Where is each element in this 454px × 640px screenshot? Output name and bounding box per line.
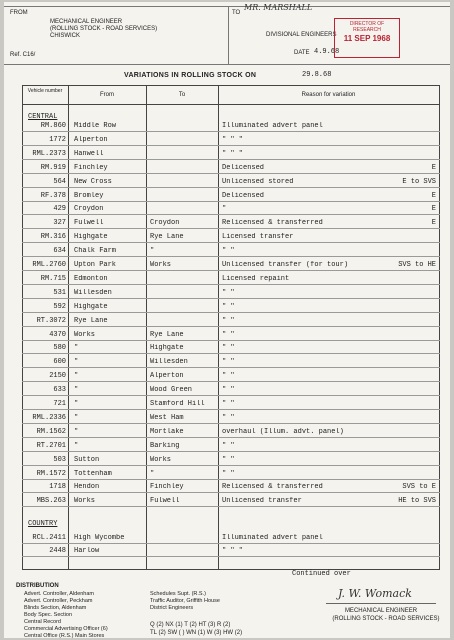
cell-num: RML.2760 (32, 261, 66, 269)
distribution-item: Advert. Controller, Peckham (24, 598, 93, 604)
cell-num: 721 (53, 400, 66, 408)
cell-extra: HE to SVS (398, 497, 436, 506)
cell-reason: " " (222, 302, 235, 311)
table-row (22, 331, 440, 341)
cell-from: Willesden (74, 288, 112, 297)
table-row (22, 122, 440, 132)
stamp-date: 11 SEP 1968 (343, 34, 391, 43)
cell-from: High Wycombe (74, 534, 125, 542)
cell-reason: Relicensed & transferred (222, 483, 323, 492)
cell-reason: overhaul (Illum. advt. panel) (222, 427, 344, 436)
cell-num: 633 (53, 386, 66, 395)
distribution-item: Blinds Section, Aldenham (24, 605, 87, 611)
cell-reason: Relicensed & transferred (222, 219, 323, 228)
distribution-item: Central Record (24, 619, 61, 625)
cell-to: Barking (150, 441, 180, 450)
cell-extra: E (431, 163, 436, 172)
cell-num: RT.2701 (36, 441, 66, 450)
cell-reason: Unlicensed stored (222, 177, 294, 186)
cell-reason: " " (222, 400, 235, 408)
date-label: DATE (294, 50, 310, 56)
table-row (22, 261, 440, 271)
cell-to: Willesden (150, 358, 188, 367)
cell-reason: Delicensed (222, 191, 265, 200)
cell-to: Works (150, 455, 172, 464)
cell-from: Works (74, 497, 96, 506)
cell-num: RM.919 (40, 163, 66, 172)
cell-reason: " " (222, 288, 235, 297)
cell-from: " (74, 400, 79, 408)
cell-reason: " " (222, 372, 235, 381)
table-row (22, 386, 440, 396)
cell-to: Alperton (150, 372, 184, 381)
cell-from: " (74, 413, 79, 422)
cell-reason: Unlicensed transfer (for tour) (222, 261, 349, 269)
cell-from: Harlow (74, 547, 100, 555)
distribution-title: DISTRIBUTION (16, 583, 59, 589)
cell-to: Finchley (150, 483, 184, 492)
cell-num: RM.1572 (36, 469, 66, 478)
section-country: COUNTRY (28, 520, 58, 528)
cell-num: RML.2336 (32, 413, 66, 422)
table-row (22, 275, 440, 285)
distribution-item: Body Spec. Section (24, 612, 73, 618)
table-row (22, 497, 440, 507)
cell-from: Works (74, 330, 96, 339)
table-row (22, 372, 440, 382)
cell-reason: " " " (222, 547, 244, 555)
cell-from: " (74, 372, 79, 381)
cell-to: Croydon (150, 219, 180, 228)
title-date: 29.8.68 (302, 71, 332, 79)
date-value: 4.9.68 (314, 48, 340, 56)
col-header-from: From (100, 92, 114, 98)
cell-num: RF.378 (40, 191, 66, 200)
cell-from: Edmonton (74, 274, 108, 283)
distribution-item: Schedules Supt. (R.S.) (150, 591, 206, 597)
cell-num: 2448 (49, 547, 66, 555)
cell-reason: Unlicensed transfer (222, 497, 302, 506)
cell-reason: Illuminated advert panel (222, 122, 323, 130)
table-row (22, 289, 440, 299)
table-row (22, 358, 440, 368)
from-label: FROM (10, 10, 28, 16)
table-row (22, 456, 440, 466)
from-line-3: CHISWICK (50, 33, 80, 39)
col-header-to: To (178, 92, 186, 98)
cell-num: MBS.263 (36, 497, 66, 506)
cell-reason: " " (222, 469, 235, 478)
cell-extra: E (431, 205, 436, 214)
cell-num: RM.1562 (36, 427, 66, 436)
cell-from: Chalk Farm (74, 247, 117, 256)
cell-from: Hanwell (74, 149, 104, 158)
cell-from: Rye Lane (74, 316, 108, 325)
cell-num: RT.3072 (36, 316, 66, 325)
header-divider (228, 6, 229, 64)
cell-from: " (74, 386, 79, 395)
cell-reason: " " (222, 386, 235, 395)
cell-num: 634 (53, 247, 66, 256)
cell-num: RM.715 (40, 274, 66, 283)
table-row (22, 205, 440, 215)
cell-from: New Cross (74, 177, 112, 186)
cell-from: Croydon (74, 205, 104, 214)
cell-num: 327 (53, 219, 66, 228)
table-row (22, 442, 440, 452)
cell-from: Highgate (74, 302, 108, 311)
cell-from: Fulwell (74, 219, 104, 228)
cell-extra: SVS to HE (398, 261, 436, 269)
to-department: DIVISIONAL ENGINEERS (266, 32, 337, 38)
cell-num: 4370 (49, 330, 66, 339)
signature-title-2: (ROLLING STOCK - ROAD SERVICES) (332, 616, 440, 622)
cell-reason: " (222, 205, 227, 214)
cell-reason: " " (222, 330, 235, 339)
cell-num: 564 (53, 177, 66, 186)
cell-from: " (74, 358, 79, 367)
signature-rule (326, 603, 436, 604)
table-row (22, 483, 440, 493)
table-row (22, 547, 440, 557)
table-row (22, 428, 440, 438)
cell-reason: " " (222, 344, 235, 353)
cell-from: Finchley (74, 163, 108, 172)
cell-num: 429 (53, 205, 66, 214)
cell-from: Middle Row (74, 122, 117, 130)
cell-to: Rye Lane (150, 233, 184, 242)
table-row (22, 317, 440, 327)
to-handwritten: MR. MARSHALL (244, 3, 313, 12)
distribution-item: Advert. Controller, Aldenham (24, 591, 95, 597)
table-row (22, 303, 440, 313)
distribution-codes-2: TL (2) SW ( ) WN (1) W (3) HW (2) (150, 630, 243, 636)
cell-extra: E (431, 219, 436, 228)
cell-from: Highgate (74, 233, 108, 242)
from-line-1: MECHANICAL ENGINEER (50, 19, 123, 25)
table-row (22, 164, 440, 174)
cell-reason: Delicensed (222, 163, 265, 172)
received-stamp (334, 18, 400, 58)
table-row (22, 414, 440, 424)
table-row (22, 136, 440, 146)
header-top-rule (4, 6, 450, 7)
cell-from: Bromley (74, 191, 104, 200)
cell-num: RML.2373 (32, 149, 66, 158)
cell-reason: " " (222, 455, 235, 464)
col-header-vehicle: Vehicle number (27, 88, 63, 94)
cell-reason: " " (222, 441, 235, 450)
stamp-line-2: RESEARCH (353, 27, 381, 33)
cell-reason: " " (222, 358, 235, 367)
cell-num: RM.316 (40, 233, 66, 242)
table-row (22, 400, 440, 410)
cell-to: Stamford Hill (150, 400, 205, 408)
cell-to: Wood Green (150, 386, 193, 395)
to-label: TO (232, 10, 241, 16)
table-row (22, 534, 440, 544)
cell-reason: Licensed repaint (222, 274, 290, 283)
variations-table (22, 85, 440, 578)
cell-from: " (74, 427, 79, 436)
cell-extra: E to SVS (402, 177, 436, 186)
table-row (22, 233, 440, 243)
cell-extra: SVS to E (402, 483, 436, 492)
cell-reason: " " " (222, 135, 244, 144)
cell-from: Sutton (74, 455, 100, 464)
document-sheet (4, 2, 450, 638)
distribution-item: District Engineers (150, 605, 194, 611)
header-bottom-rule (4, 64, 450, 65)
table-row (22, 344, 440, 354)
cell-reason: " " " (222, 149, 244, 158)
cell-from: " (74, 441, 79, 450)
cell-num: RCL.2411 (32, 534, 66, 542)
cell-reason: Illuminated advert panel (222, 534, 323, 542)
cell-reason: Licensed transfer (222, 233, 294, 242)
signature-title-1: MECHANICAL ENGINEER (344, 608, 418, 614)
table-row (22, 247, 440, 257)
cell-from: Alperton (74, 135, 108, 144)
cell-to: Fulwell (150, 497, 180, 506)
distribution-item: Commercial Advertising Officer (6) (24, 626, 108, 632)
distribution-item: Central Office (R.S.) Main Stores (24, 633, 105, 639)
continued-note: Continued over (292, 570, 351, 578)
section-central: CENTRAL (28, 113, 58, 121)
cell-to: Highgate (150, 344, 184, 353)
cell-to: West Ham (150, 413, 184, 422)
cell-to: Rye Lane (150, 330, 184, 339)
distribution-codes-1: Q (2) NX (1) T (2) HT (3) R (2) (150, 622, 231, 628)
table-row (22, 219, 440, 229)
cell-from: Upton Park (74, 261, 117, 269)
cell-num: 592 (53, 302, 66, 311)
distribution-item: Traffic Auditor, Griffith House (150, 598, 220, 604)
cell-from: " (74, 344, 79, 353)
cell-num: 2150 (49, 372, 66, 381)
cell-from: Tottenham (74, 469, 112, 478)
cell-to: Mortlake (150, 427, 184, 436)
cell-num: 1772 (49, 135, 66, 144)
stamp-line-1: DIRECTOR OF (349, 21, 385, 27)
table-row (22, 178, 440, 188)
cell-to: Works (150, 261, 172, 269)
col-header-reason: Reason for variation (301, 92, 356, 98)
cell-to: " (150, 469, 155, 478)
cell-num: RM.860 (40, 122, 66, 130)
cell-extra: E (431, 191, 436, 200)
table-row (22, 192, 440, 202)
cell-reason: " " (222, 247, 235, 256)
table-row (22, 150, 440, 160)
cell-num: 531 (53, 288, 66, 297)
cell-from: Hendon (74, 483, 100, 492)
cell-num: 1718 (49, 483, 66, 492)
cell-num: 503 (53, 455, 66, 464)
page-title: VARIATIONS IN ROLLING STOCK ON (124, 72, 257, 79)
table-row (22, 470, 440, 480)
cell-reason: " " (222, 413, 235, 422)
cell-reason: " " (222, 316, 235, 325)
cell-num: 580 (53, 344, 66, 353)
reference: Ref. C16/ (10, 52, 36, 58)
from-line-2: (ROLLING STOCK - ROAD SERVICES) (50, 26, 158, 32)
signature: J. W. Womack (338, 587, 412, 600)
cell-num: 600 (53, 358, 66, 367)
cell-to: " (150, 247, 155, 256)
